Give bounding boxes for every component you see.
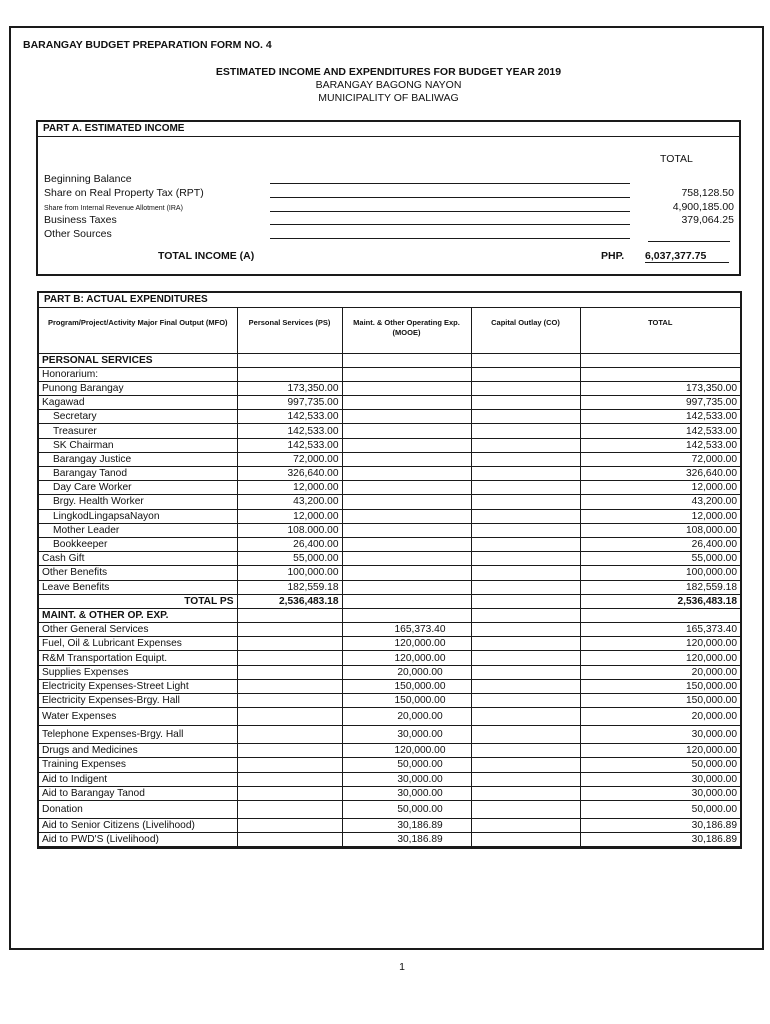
cell-ps (237, 833, 342, 847)
cell-total: 142,533.00 (580, 438, 740, 452)
income-row (44, 201, 734, 214)
cell-total (580, 367, 740, 381)
table-row (39, 566, 740, 580)
table-row (39, 481, 740, 495)
cell-ps (237, 367, 342, 381)
cell-program: Secretary (39, 410, 237, 424)
table-row (39, 786, 740, 800)
cell-co (471, 509, 580, 523)
income-label: Beginning Balance (44, 173, 132, 185)
header-total: TOTAL (580, 308, 740, 353)
cell-mooe: 50,000.00 (342, 800, 471, 818)
table-row (39, 726, 740, 744)
cell-program: Other General Services (39, 623, 237, 637)
cell-co (471, 651, 580, 665)
cell-program: Fuel, Oil & Lubricant Expenses (39, 637, 237, 651)
cell-program: Cash Gift (39, 552, 237, 566)
income-row (44, 228, 734, 241)
income-row (44, 173, 734, 186)
cell-total: 12,000.00 (580, 481, 740, 495)
cell-ps (237, 800, 342, 818)
cell-mooe (342, 537, 471, 551)
cell-program: TOTAL PS (39, 594, 237, 608)
income-line (270, 238, 630, 239)
table-row (39, 758, 740, 772)
income-label: Business Taxes (44, 214, 117, 226)
table-row (39, 637, 740, 651)
cell-co (471, 410, 580, 424)
cell-co (471, 694, 580, 708)
cell-mooe (342, 410, 471, 424)
cell-ps (237, 758, 342, 772)
table-row (39, 523, 740, 537)
table-header-row (39, 308, 740, 353)
cell-mooe (342, 353, 471, 367)
cell-mooe (342, 438, 471, 452)
cell-mooe (342, 566, 471, 580)
cell-co (471, 744, 580, 758)
cell-program: Donation (39, 800, 237, 818)
cell-ps: 997,735.00 (237, 396, 342, 410)
table-row (39, 679, 740, 693)
cell-program: Honorarium: (39, 367, 237, 381)
cell-total: 2,536,483.18 (580, 594, 740, 608)
cell-mooe: 120,000.00 (342, 637, 471, 651)
cell-mooe (342, 452, 471, 466)
cell-total: 150,000.00 (580, 694, 740, 708)
cell-co (471, 481, 580, 495)
income-line (270, 224, 630, 225)
cell-co (471, 438, 580, 452)
cell-program: Brgy. Health Worker (39, 495, 237, 509)
table-row (39, 608, 740, 622)
table-row (39, 552, 740, 566)
cell-program: SK Chairman (39, 438, 237, 452)
cell-program: Telephone Expenses-Brgy. Hall (39, 726, 237, 744)
cell-mooe: 150,000.00 (342, 694, 471, 708)
total-separator-line (648, 241, 730, 242)
cell-program: Day Care Worker (39, 481, 237, 495)
cell-program: LingkodLingapsaNayon (39, 509, 237, 523)
cell-co (471, 495, 580, 509)
cell-ps: 2,536,483.18 (237, 594, 342, 608)
cell-total: 120,000.00 (580, 744, 740, 758)
cell-co (471, 367, 580, 381)
header-co: Capital Outlay (CO) (471, 308, 580, 353)
cell-co (471, 452, 580, 466)
cell-ps (237, 726, 342, 744)
cell-program: Barangay Justice (39, 452, 237, 466)
cell-program: Electricity Expenses-Street Light (39, 679, 237, 693)
cell-mooe: 30,186.89 (342, 833, 471, 847)
cell-co (471, 818, 580, 832)
cell-total: 50,000.00 (580, 800, 740, 818)
cell-ps: 182,559.18 (237, 580, 342, 594)
cell-program: Kagawad (39, 396, 237, 410)
cell-program: Aid to Indigent (39, 772, 237, 786)
cell-mooe: 150,000.00 (342, 679, 471, 693)
table-row (39, 353, 740, 367)
table-row (39, 772, 740, 786)
table-row (39, 367, 740, 381)
table-row (39, 438, 740, 452)
cell-program: Training Expenses (39, 758, 237, 772)
cell-total (580, 608, 740, 622)
cell-ps (237, 786, 342, 800)
cell-program: Aid to PWD'S (Livelihood) (39, 833, 237, 847)
cell-ps: 142,533.00 (237, 438, 342, 452)
cell-program: Water Expenses (39, 708, 237, 726)
cell-total: 55,000.00 (580, 552, 740, 566)
cell-ps: 142,533.00 (237, 410, 342, 424)
table-row (39, 495, 740, 509)
cell-program: Aid to Barangay Tanod (39, 786, 237, 800)
cell-total: 100,000.00 (580, 566, 740, 580)
cell-co (471, 381, 580, 395)
cell-co (471, 679, 580, 693)
cell-mooe: 30,186.89 (342, 818, 471, 832)
cell-total: 26,400.00 (580, 537, 740, 551)
page-number: 1 (399, 961, 405, 973)
cell-co (471, 523, 580, 537)
cell-ps (237, 744, 342, 758)
cell-co (471, 772, 580, 786)
cell-total: 120,000.00 (580, 637, 740, 651)
expenditures-body (39, 353, 740, 847)
cell-co (471, 800, 580, 818)
cell-ps (237, 772, 342, 786)
cell-program: Other Benefits (39, 566, 237, 580)
cell-mooe: 50,000.00 (342, 758, 471, 772)
cell-total: 30,000.00 (580, 726, 740, 744)
cell-ps (237, 608, 342, 622)
table-row (39, 509, 740, 523)
cell-mooe (342, 367, 471, 381)
table-row (39, 410, 740, 424)
part-a-title: PART A. ESTIMATED INCOME (38, 122, 739, 137)
income-row (44, 214, 734, 227)
table-row (39, 537, 740, 551)
cell-co (471, 552, 580, 566)
cell-co (471, 424, 580, 438)
cell-co (471, 537, 580, 551)
cell-total: 50,000.00 (580, 758, 740, 772)
cell-mooe: 20,000.00 (342, 665, 471, 679)
cell-program: PERSONAL SERVICES (39, 353, 237, 367)
cell-co (471, 396, 580, 410)
table-row (39, 580, 740, 594)
currency-label: PHP. (601, 250, 625, 262)
cell-total: 43,200.00 (580, 495, 740, 509)
cell-program: Bookkeeper (39, 537, 237, 551)
cell-total: 20,000.00 (580, 665, 740, 679)
cell-ps: 326,640.00 (237, 467, 342, 481)
cell-total: 326,640.00 (580, 467, 740, 481)
cell-program: Supplies Expenses (39, 665, 237, 679)
cell-program: Mother Leader (39, 523, 237, 537)
cell-co (471, 833, 580, 847)
total-income-row (38, 250, 739, 264)
part-b-title: PART B: ACTUAL EXPENDITURES (39, 293, 740, 308)
income-line (270, 211, 630, 212)
cell-ps (237, 679, 342, 693)
cell-co (471, 566, 580, 580)
cell-co (471, 623, 580, 637)
table-row (39, 396, 740, 410)
cell-ps: 12,000.00 (237, 481, 342, 495)
cell-co (471, 580, 580, 594)
cell-co (471, 665, 580, 679)
income-value: 758,128.50 (681, 187, 734, 199)
cell-program: Leave Benefits (39, 580, 237, 594)
cell-total: 182,559.18 (580, 580, 740, 594)
income-line (270, 197, 630, 198)
heading-barangay: BARANGAY BAGONG NAYON (315, 79, 462, 91)
table-row (39, 594, 740, 608)
total-income-value: 6,037,377.75 (645, 250, 729, 263)
cell-mooe: 30,000.00 (342, 726, 471, 744)
cell-total: 72,000.00 (580, 452, 740, 466)
cell-co (471, 467, 580, 481)
table-row (39, 665, 740, 679)
cell-mooe (342, 608, 471, 622)
cell-mooe: 120,000.00 (342, 651, 471, 665)
income-line (270, 183, 630, 184)
table-row (39, 744, 740, 758)
cell-total: 12,000.00 (580, 509, 740, 523)
heading-title: ESTIMATED INCOME AND EXPENDITURES FOR BUDGET YEAR 2019 (215, 66, 562, 78)
cell-ps (237, 694, 342, 708)
cell-program: Barangay Tanod (39, 467, 237, 481)
cell-mooe (342, 396, 471, 410)
cell-total: 142,533.00 (580, 424, 740, 438)
cell-mooe (342, 509, 471, 523)
cell-mooe: 120,000.00 (342, 744, 471, 758)
income-label: Other Sources (44, 228, 112, 240)
table-row (39, 818, 740, 832)
cell-ps: 55,000.00 (237, 552, 342, 566)
income-value: 379,064.25 (681, 214, 734, 226)
cell-ps (237, 353, 342, 367)
cell-program: Drugs and Medicines (39, 744, 237, 758)
cell-program: Aid to Senior Citizens (Livelihood) (39, 818, 237, 832)
table-row (39, 467, 740, 481)
form-heading (11, 66, 766, 105)
expenditures-table (39, 308, 740, 847)
cell-total: 108,000.00 (580, 523, 740, 537)
income-value: 4,900,185.00 (672, 201, 734, 213)
cell-ps: 100,000.00 (237, 566, 342, 580)
cell-program: Treasurer (39, 424, 237, 438)
cell-co (471, 786, 580, 800)
cell-mooe: 165,373.40 (342, 623, 471, 637)
cell-total: 30,186.89 (580, 833, 740, 847)
cell-total: 150,000.00 (580, 679, 740, 693)
cell-co (471, 758, 580, 772)
cell-ps: 12,000.00 (237, 509, 342, 523)
table-row (39, 424, 740, 438)
cell-co (471, 608, 580, 622)
part-b-actual-expenditures (37, 291, 742, 849)
cell-ps (237, 637, 342, 651)
cell-co (471, 726, 580, 744)
cell-total: 173,350.00 (580, 381, 740, 395)
header-program: Program/Project/Activity Major Final Output (MFO) (39, 308, 237, 353)
total-income-label: TOTAL INCOME (A) (158, 250, 255, 262)
cell-total: 120,000.00 (580, 651, 740, 665)
table-row (39, 708, 740, 726)
cell-mooe: 30,000.00 (342, 786, 471, 800)
cell-total: 142,533.00 (580, 410, 740, 424)
part-a-estimated-income (36, 120, 741, 276)
table-row (39, 651, 740, 665)
cell-total: 165,373.40 (580, 623, 740, 637)
cell-ps (237, 818, 342, 832)
cell-ps (237, 651, 342, 665)
cell-program: Punong Barangay (39, 381, 237, 395)
form-number: BARANGAY BUDGET PREPARATION FORM NO. 4 (23, 39, 272, 51)
cell-mooe (342, 495, 471, 509)
cell-ps: 142,533.00 (237, 424, 342, 438)
cell-mooe (342, 467, 471, 481)
cell-ps (237, 665, 342, 679)
income-label: Share from Internal Revenue Allotment (IRA) (44, 205, 183, 212)
cell-mooe (342, 381, 471, 395)
income-row (44, 187, 734, 200)
cell-total: 30,000.00 (580, 786, 740, 800)
cell-total (580, 353, 740, 367)
form-page (9, 26, 764, 950)
cell-mooe: 20,000.00 (342, 708, 471, 726)
cell-mooe (342, 424, 471, 438)
header-mooe: Maint. & Other Operating Exp. (MOOE) (342, 308, 471, 353)
cell-mooe (342, 552, 471, 566)
cell-co (471, 594, 580, 608)
cell-ps: 72,000.00 (237, 452, 342, 466)
table-row (39, 800, 740, 818)
cell-mooe (342, 580, 471, 594)
cell-mooe (342, 481, 471, 495)
cell-co (471, 637, 580, 651)
cell-ps (237, 623, 342, 637)
cell-ps (237, 708, 342, 726)
cell-mooe (342, 523, 471, 537)
table-row (39, 381, 740, 395)
cell-total: 30,186.89 (580, 818, 740, 832)
table-row (39, 833, 740, 847)
cell-co (471, 708, 580, 726)
cell-program: R&M Transportation Equipt. (39, 651, 237, 665)
table-row (39, 623, 740, 637)
cell-mooe: 30,000.00 (342, 772, 471, 786)
cell-ps: 43,200.00 (237, 495, 342, 509)
header-ps: Personal Services (PS) (237, 308, 342, 353)
table-row (39, 452, 740, 466)
heading-municipality: MUNICIPALITY OF BALIWAG (318, 92, 459, 104)
cell-ps: 108.000.00 (237, 523, 342, 537)
cell-total: 997,735.00 (580, 396, 740, 410)
cell-program: MAINT. & OTHER OP. EXP. (39, 608, 237, 622)
cell-program: Electricity Expenses-Brgy. Hall (39, 694, 237, 708)
cell-mooe (342, 594, 471, 608)
cell-co (471, 353, 580, 367)
cell-ps: 173,350.00 (237, 381, 342, 395)
cell-total: 20,000.00 (580, 708, 740, 726)
cell-total: 30,000.00 (580, 772, 740, 786)
table-row (39, 694, 740, 708)
part-a-total-header: TOTAL (660, 153, 693, 165)
income-label: Share on Real Property Tax (RPT) (44, 187, 204, 199)
cell-ps: 26,400.00 (237, 537, 342, 551)
